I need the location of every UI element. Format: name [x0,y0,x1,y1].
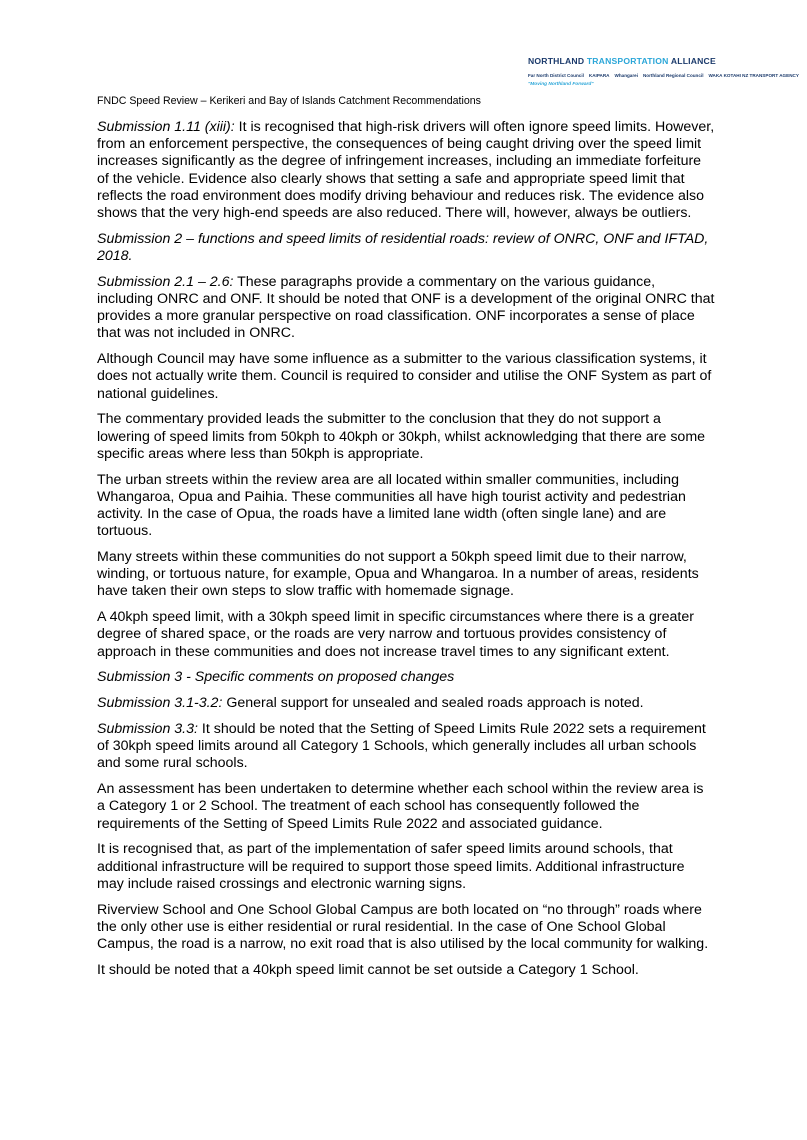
northland-transportation-alliance-logo [528,56,799,96]
paragraph: It should be noted that a 40kph speed limit cannot be set outside a Category 1 School. [97,961,639,978]
logo-partners [528,69,799,81]
paragraph-submission-2-1: Submission 2.1 – 2.6: These paragraphs provide a commentary on the various guidance, including ONRC and ONF. It should be noted that ONF is a development of the original ONRC that provides a more granular perspective on road classification. ONF incorporates a sense of place that was not included in ONRC. [97,273,715,342]
logo-tagline: "Moving Northland Forward" [528,82,594,87]
paragraph: Many streets within these communities do not support a 50kph speed limit due to their narrow, winding, or tortuous nature, for example, Opua and Whangaroa. In a number of areas, residents have taken their own steps to slow traffic with homemade signage. [97,549,699,600]
partner-logo-nrc: Northland Regional Council [642,72,704,78]
paragraph-submission-3-3: Submission 3.3: It should be noted that the Setting of Speed Limits Rule 2022 sets a requirement of 30kph speed limits around all Category 1 Schools, which generally includes all urban schools and some rural schools. [97,721,706,772]
paragraph: Riverview School and One School Global Campus are both located on “no through” roads where the only other use is either residential or rural residential. In the case of One School Global Campus, the road is a narrow, no exit road that is also utilised by the local community for walking. [97,901,709,953]
partner-logo-fndc: Far North District Council [528,72,584,78]
paragraph: An assessment has been undertaken to determine whether each school within the review area is a Category 1 or 2 School. The treatment of each school has consequently followed the requirements of the Setting of Speed Limits Rule 2022 and associated guidance. [97,781,704,832]
section-heading-submission-2: Submission 2 – functions and speed limits of residential roads: review of ONRC, ONF and IFTAD, 2018. [97,230,709,265]
paragraph: Although Council may have some influence as a submitter to the various classification systems, it does not actually write them. Council is required to consider and utilise the ONF System as part of national guidelines. [97,351,712,402]
paragraph-submission-1-11: Submission 1.11 (xiii): It is recognised that high-risk drivers will often ignore speed limits. However, from an enforcement perspective, the consequences of being caught driving over the speed limit increases significantly as the degree of infringement increases, including an immediate forfeiture of the vehicle. Evidence also clearly shows that setting a safe and appropriate speed limit that reflects the road environment does modify driving behaviour and reduces risk. The evidence also shows that the very high-end speeds are also reduced. There will, however, always be outliers. [97,119,715,222]
paragraph: A 40kph speed limit, with a 30kph speed limit in specific circumstances where there is a greater degree of shared space, or the roads are very narrow and tortuous provides consistency of approach in these communities and does not increase travel times to any significant extent. [97,609,694,660]
submission-label: Submission 3.1-3.2: [97,695,223,712]
paragraph: The commentary provided leads the submitter to the conclusion that they do not support a lowering of speed limits from 50kph to 40kph or 30kph, whilst acknowledging that there are some specific areas where less than 50kph is appropriate. [97,411,706,462]
page-header: FNDC Speed Review – Kerikeri and Bay of Islands Catchment Recommendations [97,95,481,107]
submission-label: Submission 3.3: [97,721,198,738]
logo-title: NORTHLAND TRANSPORTATION ALLIANCE [528,56,716,66]
partner-logo-nzta: WAKA KOTAHI NZ TRANSPORT AGENCY [708,72,799,78]
submission-label: Submission 1.11 (xiii): [97,119,235,135]
partner-logo-kaipara: KAIPARA [588,72,610,78]
paragraph: The urban streets within the review area are all located within smaller communities, including Whangaroa, Opua and Paihia. These communities all have high tourist activity and pedestrian activity. In the case of Opua, the roads have a limited lane width (often single lane) and are tortuous. [97,471,686,540]
document-body [97,119,715,988]
paragraph-submission-3-1: Submission 3.1-3.2: General support for unsealed and sealed roads approach is noted. [97,695,644,712]
section-heading-submission-3: Submission 3 - Specific comments on proposed changes [97,669,455,686]
paragraph: It is recognised that, as part of the implementation of safer speed limits around schools, that additional infrastructure will be required to support those speed limits. Additional infrastructure may include raised crossings and electronic warning signs. [97,841,685,892]
submission-label: Submission 2.1 – 2.6: [97,273,234,290]
partner-logo-whangarei: Whangarei [614,72,638,78]
